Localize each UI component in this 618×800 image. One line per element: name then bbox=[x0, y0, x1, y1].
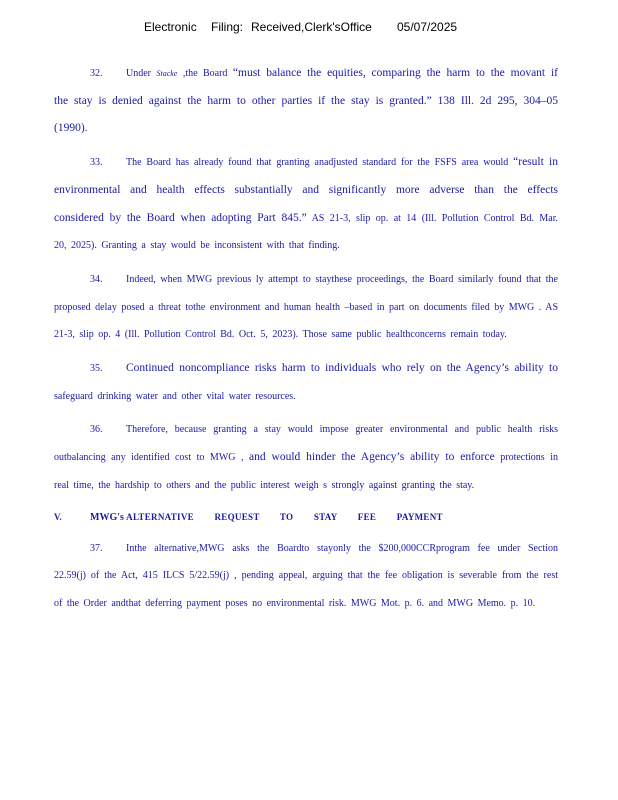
paragraph-36 bbox=[54, 416, 558, 499]
paragraph-32 bbox=[54, 60, 558, 143]
section-mwg: MWG's bbox=[90, 511, 124, 523]
document-body bbox=[54, 60, 558, 624]
paragraph-citation: AS 21-3, slip op. at 14 (Ill. Pollution Control Bd. Mar. 20, 2025). Granting a stay would be inconsistent with that finding. bbox=[54, 212, 558, 252]
header-date: 05/07/2025 bbox=[397, 20, 458, 34]
paragraph-number: 33. bbox=[90, 157, 103, 169]
paragraph-text: Inthe alternative,MWG asks the Boardto stayonly the $200,000CCRprogram fee under Section 22.59(j) of the Act, 415 ILCS 5/22.59(j) , pending appeal, arguing that the fee obligation is severable from the rest of the Order andthat deferring payment poses no environmental risk. MWG Mot. p. 6. and MWG Memo. p. 10. bbox=[54, 542, 558, 609]
header-electronic: Electronic bbox=[144, 20, 197, 34]
paragraph-37 bbox=[54, 535, 558, 618]
paragraph-number: 37. bbox=[90, 542, 103, 554]
paragraph-text-continued: safeguard drinking water and other vital water resources. bbox=[54, 390, 296, 402]
header-filing: Filing: bbox=[211, 20, 244, 34]
paragraph-number: 36. bbox=[90, 424, 103, 436]
paragraph-35 bbox=[54, 355, 558, 410]
paragraph-number: 32. bbox=[90, 68, 103, 79]
section-title: ALTERNATIVE REQUEST TO STAY FEE PAYMENT bbox=[126, 511, 443, 522]
paragraph-34 bbox=[54, 266, 558, 349]
paragraph-board: ,the Board bbox=[182, 68, 228, 79]
paragraph-number: 35. bbox=[90, 363, 103, 375]
paragraph-lead: Under bbox=[126, 68, 151, 79]
case-citation: Stacke bbox=[156, 69, 178, 78]
paragraph-text-emphasis: and would hinder the Agency’s ability to enforce bbox=[249, 451, 495, 464]
paragraph-text-continued: protections in real time, the hardship to others and the public interest weigh s strongly against granting the stay. bbox=[54, 452, 558, 491]
paragraph-text: The Board has already found that granting anadjusted standard for the FSFS area would bbox=[126, 157, 509, 169]
paragraph-number: 34. bbox=[90, 273, 103, 285]
paragraph-33 bbox=[54, 149, 558, 260]
paragraph-text: Therefore, because granting a stay would impose greater environmental and public health risks outbalancing any identified cost to MWG , bbox=[54, 424, 558, 464]
section-heading bbox=[54, 506, 558, 529]
paragraph-text: “must balance the equities, comparing the harm to the movant if the stay is denied against the harm to other parties if the stay is granted.” 138 Ill. 2d 295, 304–05 (1990). bbox=[54, 67, 558, 135]
paragraph-quote: “result in environmental and health effects substantially and significantly more adverse than the effects considered by the Board when adopting Part 845.” bbox=[54, 156, 558, 224]
section-number: V. bbox=[54, 511, 62, 522]
paragraph-text: Indeed, when MWG previous ly attempt to staythese proceedings, the Board similarly found that the proposed delay posed a threat tothe environment and human health –based in part on documents filed by MWG . AS 21-3, slip op. 4 (Ill. Pollution Control Bd. Oct. 5, 2023). Those same public healthconcerns remain today. bbox=[54, 273, 559, 341]
header-received: Received,Clerk'sOffice bbox=[251, 20, 372, 34]
paragraph-text: Continued noncompliance risks harm to individuals who rely on the Agency’s ability to bbox=[126, 362, 558, 375]
